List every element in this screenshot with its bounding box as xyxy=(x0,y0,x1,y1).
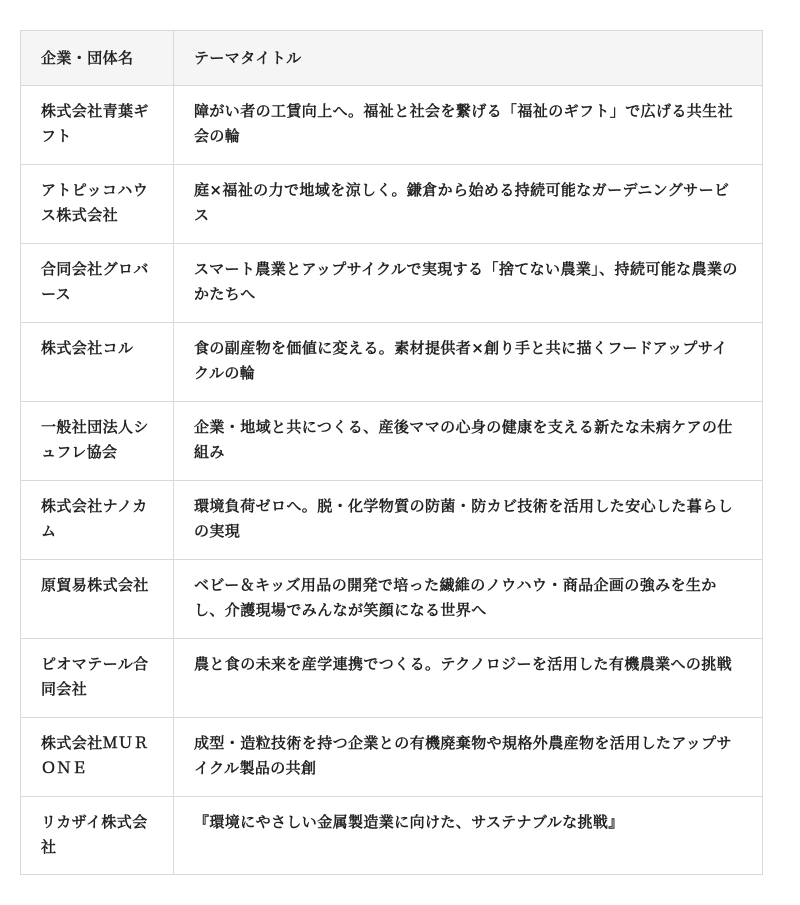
theme-title-cell: 『環境にやさしい金属製造業に向けた、サステナブルな挑戦』 xyxy=(174,797,763,875)
company-name-cell: アトピッコハウス株式会社 xyxy=(21,165,174,244)
theme-title-cell: 環境負荷ゼロへ。脱・化学物質の防菌・防カビ技術を活用した安心した暮らしの実現 xyxy=(174,481,763,560)
company-column-header: 企業・団体名 xyxy=(21,31,174,86)
theme-column-header: テーマタイトル xyxy=(174,31,763,86)
table-header-row xyxy=(21,31,763,86)
company-name-cell: 株式会社コル xyxy=(21,323,174,402)
table-row xyxy=(21,639,763,718)
company-name-cell: ピオマテール合同会社 xyxy=(21,639,174,718)
theme-title-cell: 農と食の未来を産学連携でつくる。テクノロジーを活用した有機農業への挑戦 xyxy=(174,639,763,718)
company-name-cell: 株式会社青葉ギフト xyxy=(21,86,174,165)
table-row xyxy=(21,165,763,244)
table-row xyxy=(21,718,763,797)
table-row xyxy=(21,86,763,165)
table-row xyxy=(21,481,763,560)
company-theme-table xyxy=(20,30,763,875)
theme-title-cell: 障がい者の工賃向上へ。福祉と社会を繋げる「福祉のギフト」で広げる共生社会の輪 xyxy=(174,86,763,165)
theme-title-cell: スマート農業とアップサイクルで実現する「捨てない農業」、持続可能な農業のかたちへ xyxy=(174,244,763,323)
theme-title-cell: 食の副産物を価値に変える。素材提供者×創り手と共に描くフードアップサイクルの輪 xyxy=(174,323,763,402)
company-name-cell: 株式会社ＭＵＲＯＮＥ xyxy=(21,718,174,797)
company-name-cell: 一般社団法人シュフレ協会 xyxy=(21,402,174,481)
table-row xyxy=(21,244,763,323)
table-row xyxy=(21,402,763,481)
theme-title-cell: 庭×福祉の力で地域を涼しく。鎌倉から始める持続可能なガーデニングサービス xyxy=(174,165,763,244)
theme-title-cell: 企業・地域と共につくる、産後ママの心身の健康を支える新たな未病ケアの仕組み xyxy=(174,402,763,481)
company-name-cell: 合同会社グロバース xyxy=(21,244,174,323)
company-name-cell: 株式会社ナノカム xyxy=(21,481,174,560)
theme-title-cell: ベビー＆キッズ用品の開発で培った繊維のノウハウ・商品企画の強みを生かし、介護現場でみんなが笑顔になる世界へ xyxy=(174,560,763,639)
table-row xyxy=(21,560,763,639)
company-name-cell: リカザイ株式会社 xyxy=(21,797,174,875)
theme-title-cell: 成型・造粒技術を持つ企業との有機廃棄物や規格外農産物を活用したアップサイクル製品の共創 xyxy=(174,718,763,797)
table-row xyxy=(21,797,763,875)
company-name-cell: 原貿易株式会社 xyxy=(21,560,174,639)
table-row xyxy=(21,323,763,402)
